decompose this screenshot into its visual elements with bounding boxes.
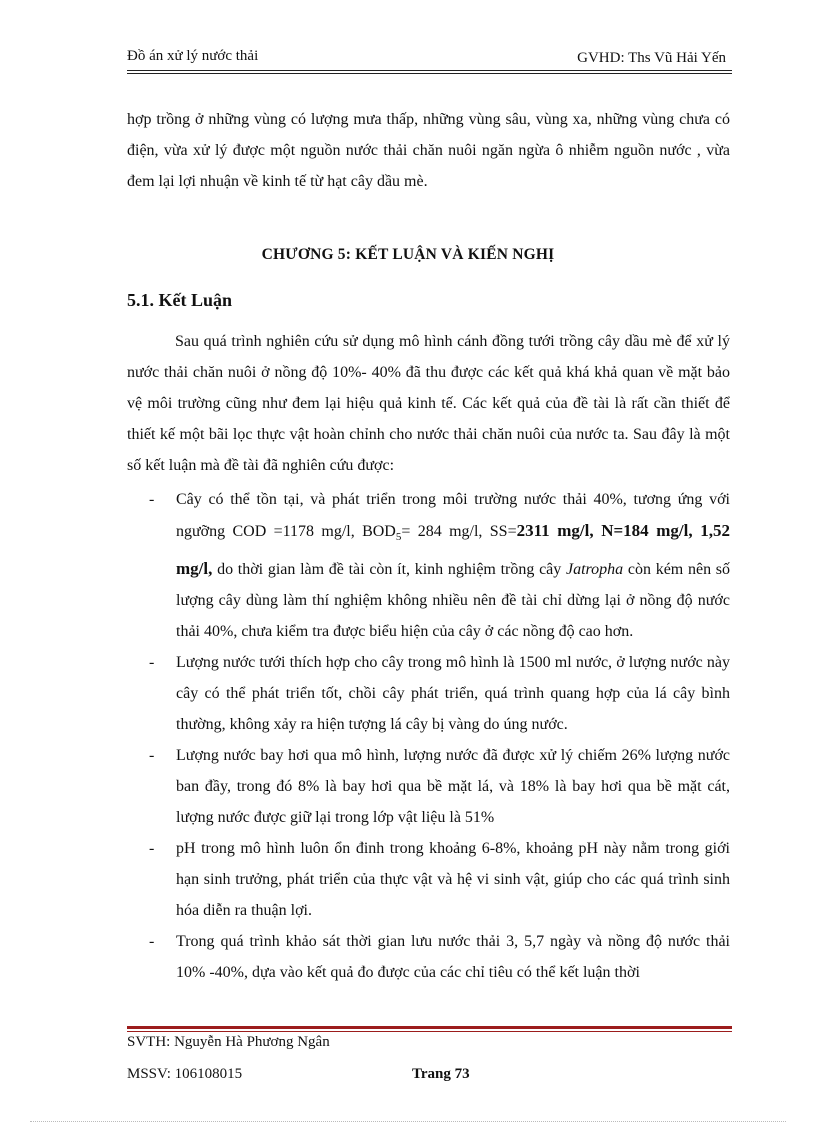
bullet-marker: -	[149, 933, 155, 951]
bullet-italic: Jatropha	[566, 561, 624, 579]
header-title: Đồ án xử lý nước thải	[127, 48, 259, 64]
chapter-title: CHƯƠNG 5: KẾT LUẬN VÀ KIẾN NGHỊ	[261, 246, 555, 263]
bullet-marker: -	[149, 491, 155, 508]
intro-paragraph: hợp trồng ở những vùng có lượng mưa thấp, những vùng sâu, vùng xa, những vùng chưa có điện, vừa xử lý được một nguồn nước thải chăn nuôi ngăn ngừa ô nhiễm nguồn nước , vừa đem lại lợi nhuận về kinh tế từ hạt cây dầu mè.	[127, 111, 730, 190]
conclusion-list	[127, 484, 730, 988]
bullet-marker: -	[149, 747, 155, 765]
bullet-text: Lượng nước bay hơi qua mô hình, lượng nước đã được xử lý chiếm 26% lượng nước ban đầy, trong đó 8% là bay hơi qua bề mặt lá, và 18% là bay hơi qua bề mặt cát, lượng nước được giữ lại trong lớp vật liệu là 51%	[176, 747, 730, 827]
section-title: 5.1. Kết Luận	[127, 290, 233, 310]
bullet-marker: -	[149, 654, 155, 672]
list-item	[127, 484, 730, 647]
bullet-text: còn kém nên số lượng cây dùng làm thí nghiệm không nhiều nên đề tài chỉ dừng lại ở nồng độ nước thải 40%, chưa kiểm tra được biểu hiện của cây ở các nồng độ cao hơn.	[176, 561, 731, 641]
footer-mssv: MSSV: 106108015	[127, 1066, 243, 1082]
page-edge	[30, 1121, 786, 1122]
header-rule-2	[127, 73, 732, 74]
list-item	[127, 647, 730, 740]
bullet-text: Cây có thể tồn tại, và phát triển trong môi trường nước thải 40%, tương ứng với ngưỡng COD =1178 mg/l, BOD	[176, 491, 730, 540]
bullet-text: Lượng nước tưới thích hợp cho cây trong mô hình là 1500 ml nước, ở lượng nước này cây có thể phát triển tốt, chồi cây phát triển, quá trình quang hợp của lá cây bình thường, không xảy ra hiện tượng lá cây bị vàng do úng nước.	[176, 654, 730, 734]
bullet-subscript: 5	[395, 531, 402, 544]
bullet-text: pH trong mô hình luôn ổn đinh trong khoảng 6-8%, khoảng pH này nằm trong giới hạn sinh trưởng, phát triển của thực vật và hệ vi sinh vật, giúp cho các quá trình sinh hóa diễn ra thuận lợi.	[176, 840, 730, 920]
bullet-text: Trong quá trình khảo sát thời gian lưu nước thải 3, 5,7 ngày và nồng độ nước thải 10% -40%, dựa vào kết quả đo được của các chỉ tiêu có thể kết luận thời	[176, 933, 730, 982]
bullet-marker: -	[149, 840, 155, 858]
bullet-bold-values: 2311 mg/l, N=184 mg/l, 1,52 mg/l,	[176, 521, 730, 579]
bullet-text: = 284 mg/l, SS=	[401, 523, 517, 540]
section-paragraph: Sau quá trình nghiên cứu sử dụng mô hình cánh đồng tưới trồng cây dầu mè để xử lý nước thải chăn nuôi ở nồng độ 10%- 40% đã thu được các kết quả khá khả quan về mặt bảo vệ môi trường cũng như đem lại hiệu quả kinh tế. Các kết quả của đề tài là rất cần thiết để thiết kế một bãi lọc thực vật hoàn chỉnh cho nước thải chăn nuôi của nước ta. Sau đây là một số kết luận mà đề tài đã nghiên cứu được:	[127, 333, 730, 474]
header-rule	[127, 70, 732, 71]
page-number: Trang 73	[412, 1066, 470, 1082]
bullet-text: do thời gian làm đề tài còn ít, kinh nghiệm trồng cây	[212, 561, 566, 579]
footer-rule-2	[127, 1031, 732, 1032]
header-advisor: GVHD: Ths Vũ Hải Yến	[577, 50, 726, 66]
footer-student: SVTH: Nguyễn Hà Phương Ngân	[127, 1034, 330, 1050]
list-item	[127, 740, 730, 833]
list-item	[127, 926, 730, 988]
list-item	[127, 833, 730, 926]
footer-rule	[127, 1026, 732, 1029]
